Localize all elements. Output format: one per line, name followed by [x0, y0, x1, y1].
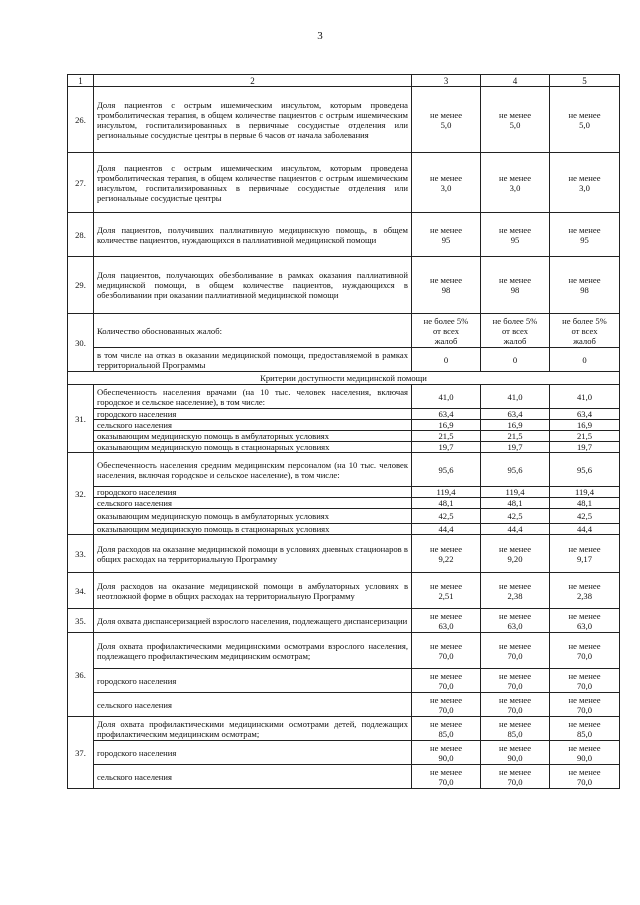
value-cell: не менее 90,0	[412, 741, 481, 765]
value-cell: 48,1	[412, 498, 481, 509]
value-cell: не менее 85,0	[550, 717, 620, 741]
value-cell: не менее 3,0	[550, 153, 620, 213]
value-cell: не менее 85,0	[481, 717, 550, 741]
value-cell: 44,4	[412, 524, 481, 535]
value-cell: 42,5	[481, 509, 550, 524]
value-cell: не менее 9,17	[550, 535, 620, 573]
value-cell: 16,9	[550, 420, 620, 431]
value-cell: 63,4	[481, 409, 550, 420]
indicator-text: Доля пациентов с острым ишемическим инсультом, которым проведена тромболитическая терапия, в общем количестве пациентов с острым ишемическим инсультом, госпитализированных в первичные сосудистые отделения или региональные сосудистые центры в первые 6 часов от начала заболевания	[94, 87, 412, 153]
page-number: 3	[317, 30, 323, 42]
value-cell: не менее 70,0	[550, 693, 620, 717]
indicator-text: Доля охвата диспансеризацией взрослого населения, подлежащего диспансеризации	[94, 609, 412, 633]
table-row	[68, 633, 620, 669]
value-cell: не менее 70,0	[481, 633, 550, 669]
value-cell: не менее 5,0	[550, 87, 620, 153]
indicator-text: Доля пациентов, получающих обезболивание в рамках оказания паллиативной медицинской помощи, в общем количестве пациентов, нуждающихся в обезболивании при оказании паллиативной медицинской помощи	[94, 257, 412, 314]
indicator-subtext: городского населения	[94, 741, 412, 765]
table-subrow	[68, 442, 620, 453]
table-subrow	[68, 741, 620, 765]
value-cell: 41,0	[412, 385, 481, 409]
table-subrow	[68, 693, 620, 717]
header-cell: 3	[412, 75, 481, 87]
value-cell: не менее 90,0	[481, 741, 550, 765]
value-cell: 95,6	[481, 453, 550, 487]
table-row	[68, 717, 620, 741]
row-number: 34.	[68, 573, 94, 609]
table-subrow	[68, 765, 620, 789]
value-cell: 0	[481, 348, 550, 372]
indicator-text: Обеспеченность населения врачами (на 10 тыс. человек населения, включая городское и сельское население), в том числе:	[94, 385, 412, 409]
table-row	[68, 314, 620, 348]
indicator-subtext: оказывающим медицинскую помощь в амбулаторных условиях	[94, 431, 412, 442]
value-cell: не менее 5,0	[412, 87, 481, 153]
value-cell: не менее 70,0	[550, 765, 620, 789]
table-row	[68, 153, 620, 213]
value-cell: не менее 70,0	[412, 669, 481, 693]
value-cell: не менее 5,0	[481, 87, 550, 153]
table-subrow	[68, 498, 620, 509]
table-subrow	[68, 487, 620, 498]
value-cell: 41,0	[550, 385, 620, 409]
value-cell: 16,9	[412, 420, 481, 431]
row-number: 36.	[68, 633, 94, 717]
value-cell: 16,9	[481, 420, 550, 431]
value-cell: 95,6	[412, 453, 481, 487]
row-number: 33.	[68, 535, 94, 573]
table-header-row	[68, 75, 620, 87]
table-subrow	[68, 431, 620, 442]
table-subrow	[68, 409, 620, 420]
value-cell: не менее 70,0	[550, 669, 620, 693]
table-row	[68, 573, 620, 609]
value-cell: не менее 2,51	[412, 573, 481, 609]
header-cell: 1	[68, 75, 94, 87]
table-row	[68, 385, 620, 409]
value-cell: не менее 70,0	[412, 633, 481, 669]
value-cell: не менее 9,22	[412, 535, 481, 573]
table-row	[68, 535, 620, 573]
indicator-text: Доля пациентов, получивших паллиативную медицинскую помощь, в общем количестве пациентов, нуждающихся в паллиативной медицинской помощи	[94, 213, 412, 257]
value-cell: 48,1	[481, 498, 550, 509]
value-cell: не менее 98	[412, 257, 481, 314]
row-number: 26.	[68, 87, 94, 153]
value-cell: 44,4	[481, 524, 550, 535]
row-number: 28.	[68, 213, 94, 257]
indicator-text: Количество обоснованных жалоб:	[94, 314, 412, 348]
row-number: 32.	[68, 453, 94, 535]
value-cell: 95,6	[550, 453, 620, 487]
value-cell: не менее 85,0	[412, 717, 481, 741]
value-cell: 48,1	[550, 498, 620, 509]
value-cell: не менее 95	[550, 213, 620, 257]
value-cell: не менее 9,20	[481, 535, 550, 573]
value-cell: 44,4	[550, 524, 620, 535]
value-cell: не более 5% от всех жалоб	[550, 314, 620, 348]
value-cell: не менее 2,38	[550, 573, 620, 609]
value-cell: 0	[412, 348, 481, 372]
header-cell: 4	[481, 75, 550, 87]
value-cell: не менее 90,0	[550, 741, 620, 765]
indicator-subtext: сельского населения	[94, 693, 412, 717]
value-cell: 21,5	[412, 431, 481, 442]
indicator-subtext: оказывающим медицинскую помощь в стационарных условиях	[94, 442, 412, 453]
table-subrow	[68, 524, 620, 535]
indicator-subtext: сельского населения	[94, 765, 412, 789]
table-row	[68, 609, 620, 633]
value-cell: не менее 63,0	[412, 609, 481, 633]
value-cell: не менее 70,0	[481, 765, 550, 789]
indicator-subtext: городского населения	[94, 669, 412, 693]
row-number: 37.	[68, 717, 94, 789]
value-cell: 63,4	[412, 409, 481, 420]
value-cell: 19,7	[550, 442, 620, 453]
table-row	[68, 453, 620, 487]
indicator-text: Доля охвата профилактическими медицинскими осмотрами взрослого населения, подлежащего профилактическим медицинским осмотрам;	[94, 633, 412, 669]
indicators-table	[67, 74, 620, 789]
table-subrow	[68, 509, 620, 524]
indicator-subtext: городского населения	[94, 487, 412, 498]
table-row	[68, 213, 620, 257]
indicator-subtext: сельского населения	[94, 420, 412, 431]
indicator-text: Обеспеченность населения средним медицинским персоналом (на 10 тыс. человек населения, включая городское и сельское население), в том числе:	[94, 453, 412, 487]
row-number: 29.	[68, 257, 94, 314]
value-cell: не менее 98	[481, 257, 550, 314]
indicator-subtext: оказывающим медицинскую помощь в амбулаторных условиях	[94, 509, 412, 524]
value-cell: не более 5% от всех жалоб	[481, 314, 550, 348]
row-number: 30.	[68, 314, 94, 372]
table-row	[68, 257, 620, 314]
value-cell: не менее 3,0	[481, 153, 550, 213]
indicator-text: Доля охвата профилактическими медицинскими осмотрами детей, подлежащих профилактическим медицинским осмотрам;	[94, 717, 412, 741]
section-row	[68, 372, 620, 385]
table-subrow	[68, 348, 620, 372]
table-subrow	[68, 420, 620, 431]
value-cell: 42,5	[412, 509, 481, 524]
indicator-subtext: городского населения	[94, 409, 412, 420]
indicator-subtext: оказывающим медицинскую помощь в стационарных условиях	[94, 524, 412, 535]
row-number: 35.	[68, 609, 94, 633]
value-cell: не менее 63,0	[550, 609, 620, 633]
row-number: 27.	[68, 153, 94, 213]
value-cell: 119,4	[481, 487, 550, 498]
value-cell: 21,5	[550, 431, 620, 442]
value-cell: не менее 2,38	[481, 573, 550, 609]
indicator-text: Доля пациентов с острым ишемическим инсультом, которым проведена тромболитическая терапия, в общем количестве пациентов с острым ишемическим инсультом, госпитализированных в первичные сосудистые отделения или региональные сосудистые центры	[94, 153, 412, 213]
value-cell: не менее 70,0	[412, 693, 481, 717]
value-cell: 42,5	[550, 509, 620, 524]
value-cell: не менее 95	[481, 213, 550, 257]
row-number: 31.	[68, 385, 94, 453]
indicator-subtext: в том числе на отказ в оказании медицинской помощи, предоставляемой в рамках территориальной Программы	[94, 348, 412, 372]
value-cell: 119,4	[550, 487, 620, 498]
header-cell: 2	[94, 75, 412, 87]
value-cell: 19,7	[412, 442, 481, 453]
value-cell: не менее 63,0	[481, 609, 550, 633]
indicator-text: Доля расходов на оказание медицинской помощи в условиях дневных стационаров в общих расходах на территориальную Программу	[94, 535, 412, 573]
value-cell: 19,7	[481, 442, 550, 453]
indicator-text: Доля расходов на оказание медицинской помощи в амбулаторных условиях в неотложной форме в общих расходах на территориальную Программу	[94, 573, 412, 609]
value-cell: 41,0	[481, 385, 550, 409]
value-cell: не менее 70,0	[550, 633, 620, 669]
value-cell: не менее 95	[412, 213, 481, 257]
value-cell: не менее 3,0	[412, 153, 481, 213]
value-cell: не менее 70,0	[481, 669, 550, 693]
section-title: Критерии доступности медицинской помощи	[68, 372, 620, 385]
value-cell: 63,4	[550, 409, 620, 420]
value-cell: 21,5	[481, 431, 550, 442]
value-cell: не менее 70,0	[481, 693, 550, 717]
header-cell: 5	[550, 75, 620, 87]
value-cell: 0	[550, 348, 620, 372]
table-subrow	[68, 669, 620, 693]
value-cell: 119,4	[412, 487, 481, 498]
value-cell: не менее 70,0	[412, 765, 481, 789]
value-cell: не менее 98	[550, 257, 620, 314]
table-row	[68, 87, 620, 153]
indicator-subtext: сельского населения	[94, 498, 412, 509]
value-cell: не более 5% от всех жалоб	[412, 314, 481, 348]
